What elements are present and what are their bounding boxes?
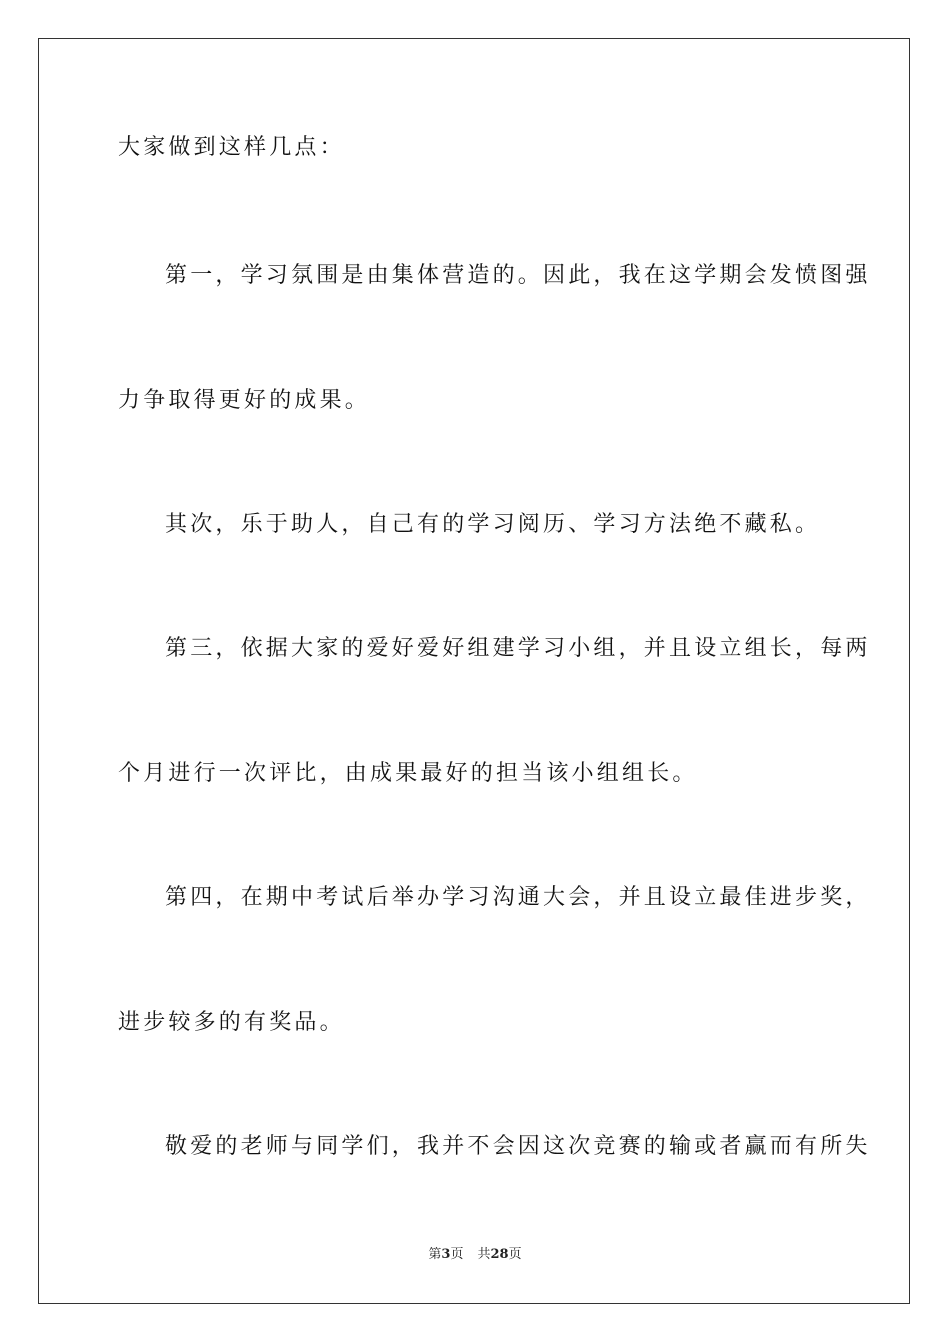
total-pages: 28: [490, 1247, 509, 1262]
text-line-6: 个月进行一次评比，由成果最好的担当该小组组长。: [118, 761, 698, 786]
page-footer: [0, 1246, 950, 1264]
total-prefix: 共: [477, 1247, 491, 1262]
text-line-3: 力争取得更好的成果。: [118, 388, 371, 413]
text-line-4: 其次，乐于助人，自己有的学习阅历、学习方法绝不藏私。: [165, 512, 821, 537]
page-number: 3: [441, 1247, 451, 1262]
page-suffix: 页: [450, 1247, 464, 1262]
total-suffix: 页: [508, 1247, 522, 1262]
text-line-2: 第一，学习氛围是由集体营造的。因此，我在这学期会发愤图强: [165, 263, 871, 288]
page-border: [38, 38, 910, 1304]
text-line-8: 进步较多的有奖品。: [118, 1010, 345, 1035]
text-line-7: 第四，在期中考试后举办学习沟通大会，并且设立最佳进步奖，: [165, 885, 871, 910]
text-line-9: 敬爱的老师与同学们，我并不会因这次竞赛的输或者赢而有所失: [165, 1134, 871, 1159]
page-prefix: 第: [428, 1247, 442, 1262]
text-line-1: 大家做到这样几点：: [118, 135, 345, 160]
text-line-5: 第三，依据大家的爱好爱好组建学习小组，并且设立组长，每两: [165, 636, 871, 661]
